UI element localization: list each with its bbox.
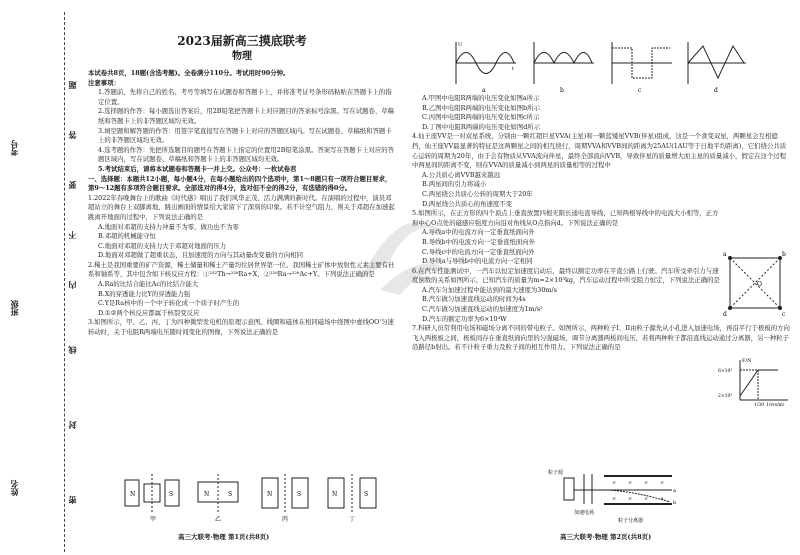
svg-text:N: N	[130, 491, 136, 498]
note-item: 2.选择题的作答：每小题选出答案后，用2B铅笔把答题卡上对应题目的答案标号涂黑。写在试题卷、草稿纸和答题卡上的非答题区域均无效。	[98, 107, 395, 125]
question-6-option: D.汽车的额定功率为6×10⁴W	[422, 314, 507, 323]
question-1-option: D.地面对邓超做了超重状态，且加速度的方向与其动量改变量的方向相同	[98, 251, 304, 260]
exam-title: 2023届新高三摸底联考	[177, 34, 307, 48]
svg-text:S: S	[228, 491, 233, 498]
question-3-option: B.乙图中电阻R两端的电压变化如图b所示	[422, 103, 540, 112]
question-4-option: B.两星间的引力将减小	[422, 180, 487, 189]
section-heading: 一、选择题：本题共12小题，每小题4分，在每小题给出的四个选项中，第1～8题只有一项符合题目要求，第9～12题有多项符合题目要求。全部选对的得4分，选对但不全的得2分，有选错的得0分。	[88, 174, 392, 193]
seal-line	[64, 12, 65, 552]
graph-label-d: d	[714, 87, 718, 94]
question-3-stem: 3.如图所示，甲、乙、丙、丁为四种微型发电机的原理示意图。线圈和磁体在相同磁场中绕图中虚线OO'匀速转动时，关于电阻R两端电压随时间变化的图像，下列说法正确的是	[88, 318, 394, 337]
graph-label-b: b	[560, 87, 564, 94]
svg-text:×: ×	[644, 480, 649, 486]
question-6-stem: 6.在汽车性能测试中，一汽车以恒定加速度启动后，最终以额定功率在平直公路上行驶。汽车所受牵引力与速度倒数的关系如图所示，已知汽车的质量为m=2×10³kg，汽车运动过程中所受阻力恒定，下列说法正确的是	[412, 266, 720, 285]
fig-label-yi: 乙	[215, 516, 222, 522]
question-1-option: B.邓超的机械能守恒	[98, 232, 156, 241]
svg-text:S: S	[169, 491, 174, 498]
fig-label-ding: 丁	[349, 516, 356, 522]
svg-text:×: ×	[644, 496, 649, 502]
accel-field-label: 加速电场	[574, 510, 595, 516]
svg-text:×: ×	[612, 480, 617, 486]
question-6-option: B.汽车做匀加速直线运动的时间为4s	[422, 295, 526, 304]
seal-char: 题	[67, 80, 77, 89]
question-2-option: A.Ra的比结合能比Ac的比结合能大	[98, 280, 199, 289]
voltage-graphs	[448, 38, 748, 94]
square-wires-figure	[722, 250, 788, 316]
fig-label-bing: 丙	[282, 516, 289, 522]
question-1-option: A.地面对邓超的支持力冲量不为零，做功也不为零	[98, 222, 239, 231]
seal-char: 内	[67, 280, 77, 289]
wire-label-d: d	[723, 311, 727, 316]
question-1-stem: 1.2022年春晚舞台上的歌曲《时代感》唱出了我们风华正茂、活力满满的新时代。在演唱的过程中，演员邓超站立的舞台上双脚离地，跳出画面的情景给大家留下了深刻的印象。若不计空气阻力，则关于邓超在加速起跳离开地面的过程中，下列说法正确的是	[88, 193, 395, 221]
question-5-option: B.导线b中的电流方向一定垂直纸面向外	[422, 237, 536, 246]
axis-v-label: 1/v(s/m)	[766, 403, 785, 406]
question-1-option: C.地面对邓超的支持力大于邓超对地面的压力	[98, 241, 227, 250]
wire-label-c: c	[782, 311, 786, 316]
graph-c	[612, 42, 672, 84]
path-b-label: b	[673, 500, 677, 506]
question-2-option: B.X的穿透能力比Y的穿透能力强	[98, 289, 191, 298]
question-4-option: D.两星绕公共质心的角速度不变	[422, 199, 513, 208]
seal-char: 密	[67, 495, 77, 504]
exam-number-label: 考号	[9, 140, 19, 156]
svg-text:N: N	[267, 491, 273, 498]
axis-f-label: F/N	[742, 358, 752, 364]
binding-gutter	[0, 0, 88, 555]
exam-subject: 物理	[232, 51, 252, 62]
question-5-stem: 5.如图所示，在正方形的四个顶点上垂直放置四根无限长通电直导线，已知两根导线中的电流大小相等，正方形中心O点处的磁感应强度方向沿对角线从O点指向d。下列说法正确的是	[412, 209, 719, 227]
note-item: 1.答题前，先将自己的姓名、考号等填写在试题卷和答题卡上，并将准考证号条形码粘贴在答题卡上的指定位置。	[98, 88, 392, 106]
question-2-option: D.①②两个核反应都属于核裂变反应	[98, 308, 200, 317]
question-3-option: A.甲图中电阻R两端的电压变化如图a所示	[422, 94, 540, 102]
question-5-option: C.导线c中的电流方向一定垂直纸面向外	[422, 247, 535, 256]
axis-u-label: U	[458, 42, 463, 48]
separator-label: 粒子分离器	[618, 518, 644, 524]
question-2-option: C.Y是Ra核中的一个中子转化成一个质子时产生的	[98, 299, 240, 308]
svg-text:×: ×	[660, 496, 665, 502]
tick-1-30: 1/30	[754, 403, 765, 406]
svg-text:N: N	[204, 491, 210, 498]
wire-label-a: a	[723, 251, 727, 258]
particle-source-label: 粒子源	[548, 470, 564, 476]
force-velocity-graph	[718, 356, 790, 406]
fig-label-jia: 甲	[150, 516, 157, 522]
question-6-option: C.汽车做匀加速直线运动的加速度为1m/s²	[422, 305, 543, 314]
note-item: 5.考试结束后，请将本试题卷和答题卡一并上交。公众号：一枚试卷君	[98, 164, 297, 173]
note-item: 4.选考题的作答：先把所选题目的题号在答题卡上指定的位置用2B铅笔涂黑。答案写在答题卡上对应的答题区域内，写在试题卷、草稿纸和答题卡上的非答题区域均无效。	[98, 145, 395, 164]
question-3-option: D.丁图中电阻R两端的电压变化如图d所示	[422, 122, 541, 131]
wire-label-b: b	[782, 251, 786, 258]
generator-figure	[120, 470, 390, 522]
footer-page-1: 高三大联考·物理 第1页(共8页)	[178, 533, 270, 541]
generator-bing	[262, 474, 308, 514]
question-2-stem: 2.稀土是我国重要的矿产资源，稀土储量和稀土产量均位居世界第一位。我国稀土矿体中放射性元素主要有钍系和铀系等，其中包含如下核反应方程：①²³²Th→²²⁸Ra+X，②²²⁸Ra→²²⁸Ac+Y。下列说法正确的是	[88, 260, 395, 279]
question-4-option: A.公共质心离VVB越来越远	[422, 170, 501, 179]
graph-a	[456, 42, 516, 84]
svg-text:×: ×	[628, 480, 633, 486]
question-3-option: C.丙图中电阻R两端的电压变化如图c所示	[422, 113, 540, 122]
path-a-label: a	[673, 488, 676, 494]
graph-b	[534, 42, 594, 84]
question-7-stem: 7.科研人员常利用电场和磁场分离不同的带电粒子。如图所示，两种粒子I、II由粒子源先从小孔进入加速电场，再沿平行于极板的方向飞入两极板之间，极板间存在垂直纸面向里的匀强磁场，调节分离器两板间电压，若将两种粒子都沿直线运动通过分离器，另一种粒子沿路径b射出。若不计粒子重力及粒子间的相互作用力。下列说法正确的是	[412, 324, 790, 352]
question-5-option: D.导线a与导线b中的电流方向一定相同	[422, 257, 533, 266]
svg-text:N: N	[332, 491, 338, 498]
graph-label-a: a	[482, 87, 486, 94]
tick-6e3: 6×10³	[718, 369, 733, 374]
left-column	[88, 34, 396, 338]
svg-text:×: ×	[612, 496, 617, 502]
seal-char: 封	[67, 420, 77, 429]
generator-yi	[198, 474, 238, 514]
graph-label-c: c	[638, 87, 642, 94]
graph-d	[688, 42, 746, 84]
question-4-stem: 4.仙王座VV是一对双星系统，分别由一颗红超巨星VVA(主星)和一颗蓝矮星VVB(伴星)组成，这是一个食变双星，两颗星会互相遮挡，仙王座VV最显著的特征是这两颗星之间的相互绕行，周期VVA和VVB间的距离为25AU(1AU等于日地平均距离)，它们绕公共质心运转的周期为20年，由于会有物质从VVA流向伴星，最终全部流向VVB，导致伴星的质量增大而主星的质量减小，假定在这个过程中两星间的距离不变，则在VVA的质量减小到两星的质量相等的过程中	[412, 132, 787, 170]
name-label: 姓名	[9, 480, 19, 496]
svg-text:×: ×	[628, 496, 633, 502]
tick-2e3: 2×10³	[718, 394, 733, 399]
seal-char: 线	[67, 345, 77, 354]
generator-ding	[328, 474, 376, 514]
svg-text:S: S	[297, 491, 302, 498]
class-label: 班级	[9, 300, 19, 316]
notes-heading: 注意事项：	[88, 78, 120, 87]
footer-page-2: 高三大联考·物理 第2页(共8页)	[560, 533, 652, 541]
axis-t-label: t	[512, 66, 515, 72]
question-4-option: C.两星绕公共质心公转的周期大于20年	[422, 189, 533, 198]
seal-char: 答	[67, 130, 77, 139]
generator-jia	[125, 474, 179, 514]
particle-separator-figure	[548, 462, 678, 524]
question-5-option: A.导线a中的电流方向一定垂直纸面向外	[422, 228, 535, 237]
question-6-option: A.汽车匀加速过程中能达到的最大速度为30m/s	[422, 285, 557, 294]
svg-text:S: S	[364, 491, 369, 498]
exam-intro: 本试卷共8页，18题(含选考题)。全卷满分110分。考试用时90分钟。	[88, 69, 290, 77]
svg-text:×: ×	[660, 480, 665, 486]
seal-char: 不	[67, 230, 77, 239]
center-label-o: O	[757, 281, 762, 288]
note-item: 3.填空题和解答题的作答：用签字笔直接写在答题卡上对应的答题区域内。写在试题卷、草稿纸和答题卡上的非答题区域均无效。	[98, 126, 392, 145]
seal-char: 要	[67, 180, 77, 189]
